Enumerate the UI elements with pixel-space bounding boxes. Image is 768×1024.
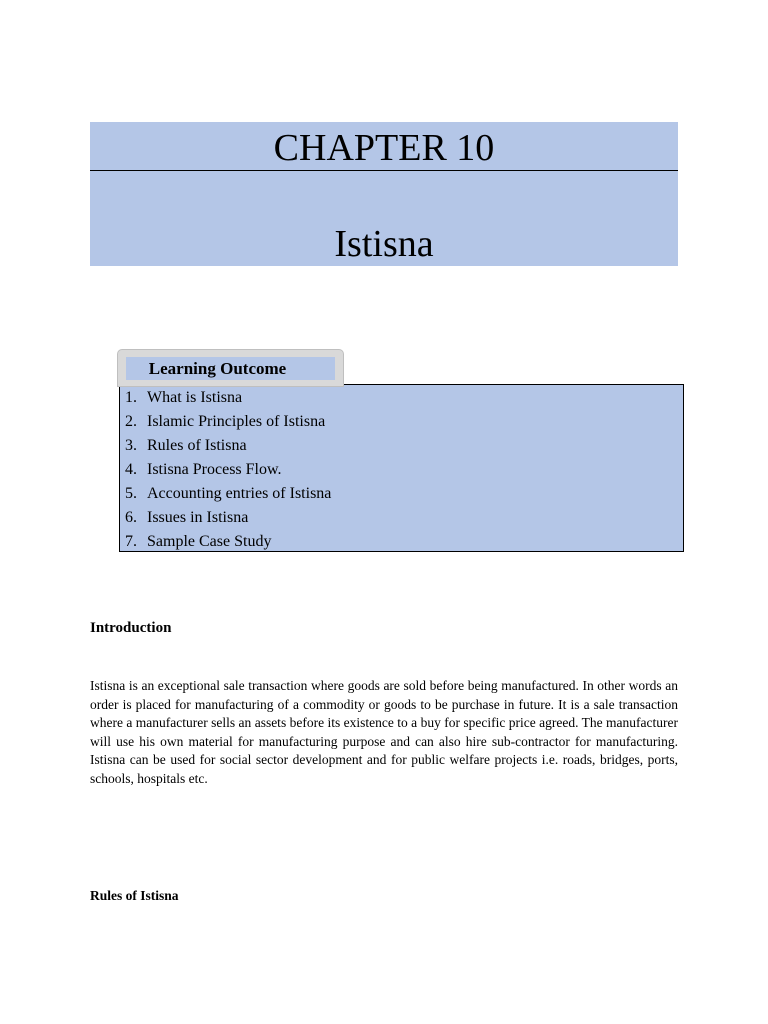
list-item <box>125 482 331 506</box>
learning-outcome-heading: Learning Outcome <box>148 359 287 378</box>
list-item-number: 7. <box>125 533 137 550</box>
list-item-text: Accounting entries of Istisna <box>147 485 332 502</box>
chapter-title: Istisna <box>334 223 434 265</box>
rules-heading: Rules of Istisna <box>90 888 179 903</box>
list-item <box>125 458 331 482</box>
list-item-text: What is Istisna <box>147 389 243 406</box>
list-item <box>125 410 331 434</box>
list-item-text: Rules of Istisna <box>147 437 247 454</box>
list-item-number: 6. <box>125 509 137 526</box>
list-item <box>125 434 331 458</box>
learning-outcome-list <box>125 386 331 554</box>
list-item-text: Istisna Process Flow. <box>147 461 282 478</box>
list-item-number: 2. <box>125 413 137 430</box>
learning-outcome-tab <box>117 349 344 387</box>
learning-outcome-box <box>119 384 684 552</box>
introduction-heading: Introduction <box>90 620 172 636</box>
learning-outcome-tab-fill <box>126 357 335 380</box>
introduction-paragraph: Istisna is an exceptional sale transaction where goods are sold before being manufactured. In other words an order is placed for manufacturing of a commodity or goods to be purchase in future. It is a sale transaction where a manufacturer sells an assets before its existence to a buy for specific price agreed. The manufacturer will use his own material for manufacturing purpose and can also hire sub-contractor for manufacturing. Istisna can be used for social sector development and for public welfare projects i.e. roads, bridges, ports, schools, hospitals etc. <box>90 678 678 786</box>
list-item-number: 5. <box>125 485 137 502</box>
list-item <box>125 530 331 554</box>
list-item <box>125 386 331 410</box>
chapter-banner <box>90 122 678 266</box>
chapter-number: CHAPTER 10 <box>273 127 495 169</box>
chapter-divider <box>90 170 678 171</box>
list-item-text: Sample Case Study <box>147 533 272 550</box>
list-item-number: 3. <box>125 437 137 454</box>
list-item-text: Islamic Principles of Istisna <box>147 413 326 430</box>
list-item-number: 1. <box>125 389 137 406</box>
list-item <box>125 506 331 530</box>
list-item-number: 4. <box>125 461 137 478</box>
list-item-text: Issues in Istisna <box>147 509 249 526</box>
